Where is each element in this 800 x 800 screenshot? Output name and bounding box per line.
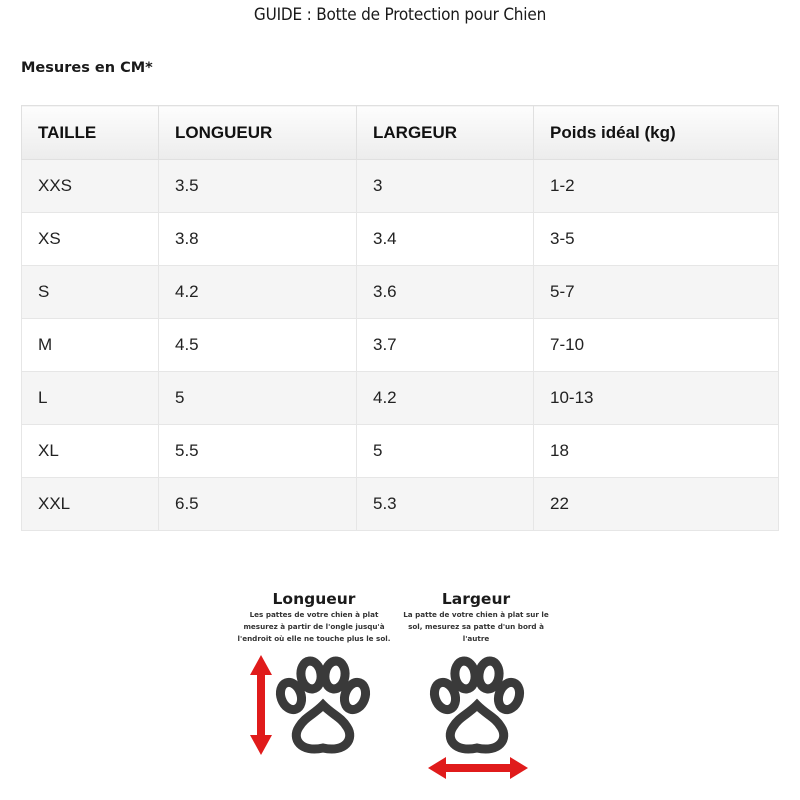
cell-poids: 22 xyxy=(534,478,779,531)
longueur-guide xyxy=(233,590,395,645)
column-header-largeur: LARGEUR xyxy=(357,106,534,160)
cell-longueur: 3.8 xyxy=(159,213,357,266)
cell-longueur: 4.2 xyxy=(159,266,357,319)
cell-longueur: 5 xyxy=(159,372,357,425)
cell-taille: XS xyxy=(22,213,159,266)
table-row xyxy=(22,160,779,213)
table-row xyxy=(22,266,779,319)
cell-poids: 5-7 xyxy=(534,266,779,319)
paw-icon xyxy=(425,655,529,755)
horizontal-arrow-icon xyxy=(428,756,528,780)
table-row xyxy=(22,372,779,425)
units-subtitle: Mesures en CM* xyxy=(21,60,153,76)
cell-longueur: 3.5 xyxy=(159,160,357,213)
table-header-row xyxy=(22,106,779,160)
longueur-title: Longueur xyxy=(272,590,356,608)
cell-largeur: 3.6 xyxy=(357,266,534,319)
largeur-title: Largeur xyxy=(441,590,511,608)
longueur-description: Les pattes de votre chien à plat mesurez à partir de l'ongle jusqu'à l'endroit où elle ne touche plus le sol. xyxy=(237,610,391,643)
size-table xyxy=(21,105,779,531)
cell-longueur: 5.5 xyxy=(159,425,357,478)
cell-longueur: 6.5 xyxy=(159,478,357,531)
cell-poids: 1-2 xyxy=(534,160,779,213)
table-row xyxy=(22,213,779,266)
column-header-taille: TAILLE xyxy=(22,106,159,160)
cell-taille: M xyxy=(22,319,159,372)
cell-taille: XXL xyxy=(22,478,159,531)
table-row xyxy=(22,425,779,478)
cell-longueur: 4.5 xyxy=(159,319,357,372)
cell-largeur: 3.7 xyxy=(357,319,534,372)
cell-largeur: 4.2 xyxy=(357,372,534,425)
cell-taille: L xyxy=(22,372,159,425)
cell-taille: S xyxy=(22,266,159,319)
cell-largeur: 3 xyxy=(357,160,534,213)
cell-largeur: 5.3 xyxy=(357,478,534,531)
largeur-guide xyxy=(398,590,554,645)
page-title: GUIDE : Botte de Protection pour Chien xyxy=(253,5,547,25)
column-header-poids: Poids idéal (kg) xyxy=(534,106,779,160)
cell-poids: 3-5 xyxy=(534,213,779,266)
table-row xyxy=(22,319,779,372)
cell-taille: XL xyxy=(22,425,159,478)
cell-poids: 7-10 xyxy=(534,319,779,372)
paw-icon xyxy=(271,655,375,755)
table-row xyxy=(22,478,779,531)
cell-poids: 18 xyxy=(534,425,779,478)
column-header-longueur: LONGUEUR xyxy=(159,106,357,160)
cell-taille: XXS xyxy=(22,160,159,213)
largeur-description: La patte de votre chien à plat sur le sol, mesurez sa patte d'un bord à l'autre xyxy=(403,610,549,643)
cell-largeur: 3.4 xyxy=(357,213,534,266)
cell-poids: 10-13 xyxy=(534,372,779,425)
cell-largeur: 5 xyxy=(357,425,534,478)
